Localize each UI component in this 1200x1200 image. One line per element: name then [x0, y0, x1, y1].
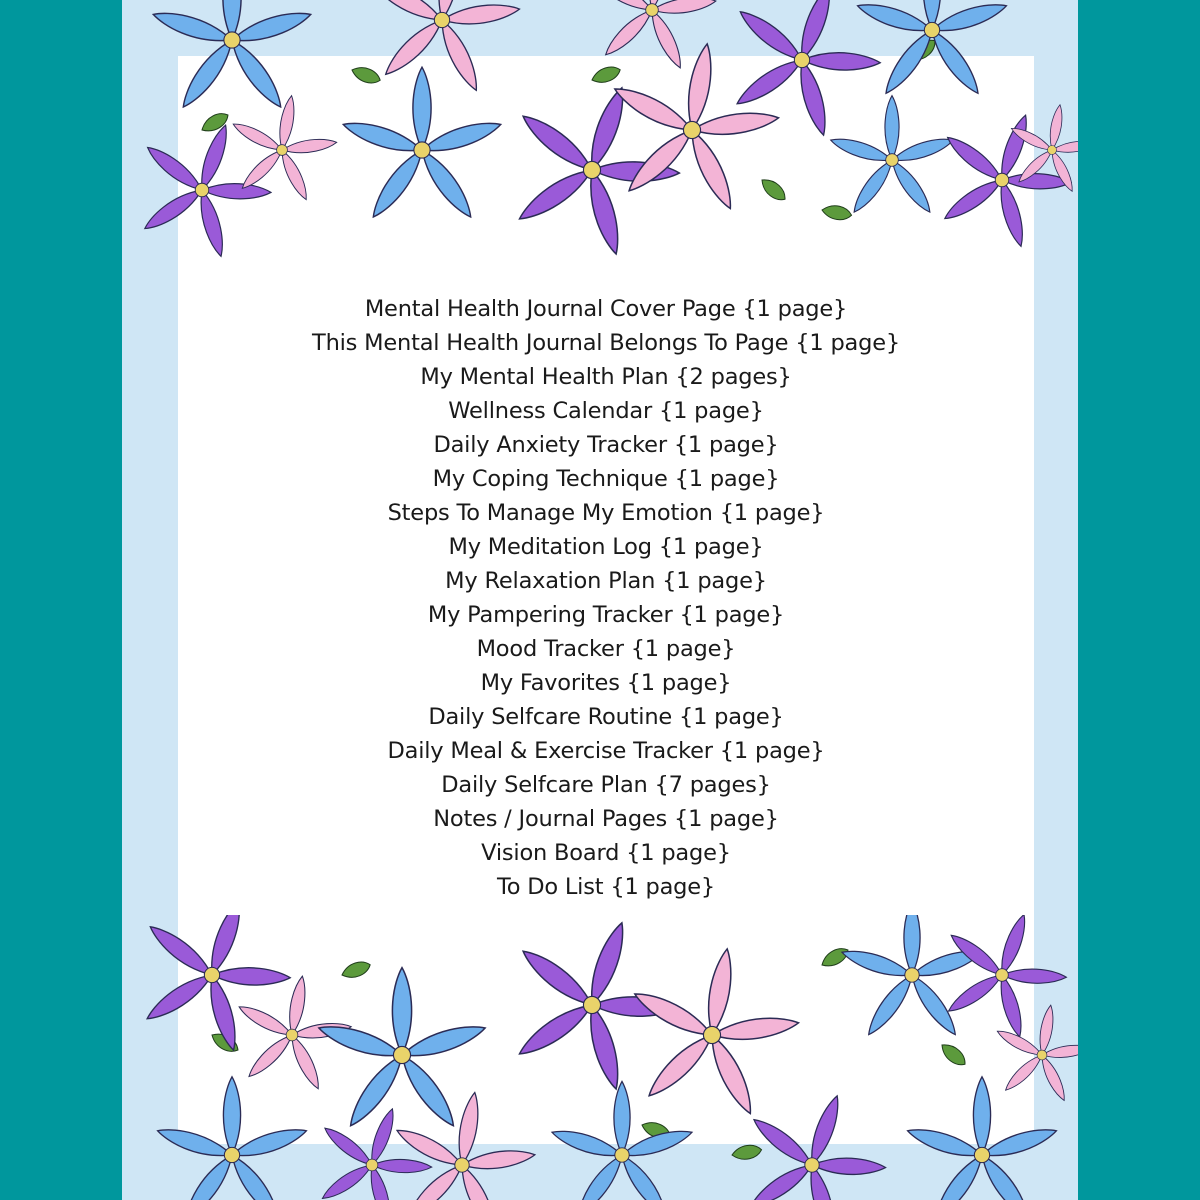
list-item: Daily Meal & Exercise Tracker {1 page} — [387, 738, 825, 764]
list-item: Daily Anxiety Tracker {1 page} — [433, 432, 779, 458]
list-item: My Mental Health Plan {2 pages} — [420, 364, 792, 390]
list-item: Mental Health Journal Cover Page {1 page} — [364, 296, 848, 322]
list-item: Vision Board {1 page} — [481, 840, 731, 866]
list-item: Mood Tracker {1 page} — [476, 636, 736, 662]
list-item: My Relaxation Plan {1 page} — [445, 568, 767, 594]
list-item: Daily Selfcare Routine {1 page} — [428, 704, 784, 730]
right-teal-border — [1078, 0, 1200, 1200]
list-item: This Mental Health Journal Belongs To Page {1 page} — [312, 330, 900, 356]
left-teal-border — [0, 0, 122, 1200]
top-floral-border — [122, 0, 1078, 280]
list-item: Notes / Journal Pages {1 page} — [433, 806, 779, 832]
bottom-floral-border — [122, 915, 1078, 1200]
journal-contents-list — [178, 292, 1034, 904]
list-item: My Pampering Tracker {1 page} — [427, 602, 785, 628]
list-item: My Favorites {1 page} — [480, 670, 732, 696]
list-item: Wellness Calendar {1 page} — [448, 398, 764, 424]
list-item: My Coping Technique {1 page} — [432, 466, 780, 492]
list-item: To Do List {1 page} — [496, 874, 716, 900]
list-item: My Meditation Log {1 page} — [448, 534, 764, 560]
top-flowers-illustration — [122, 0, 1078, 280]
bottom-flowers-illustration — [122, 915, 1078, 1200]
list-item: Daily Selfcare Plan {7 pages} — [441, 772, 771, 798]
list-item: Steps To Manage My Emotion {1 page} — [387, 500, 825, 526]
